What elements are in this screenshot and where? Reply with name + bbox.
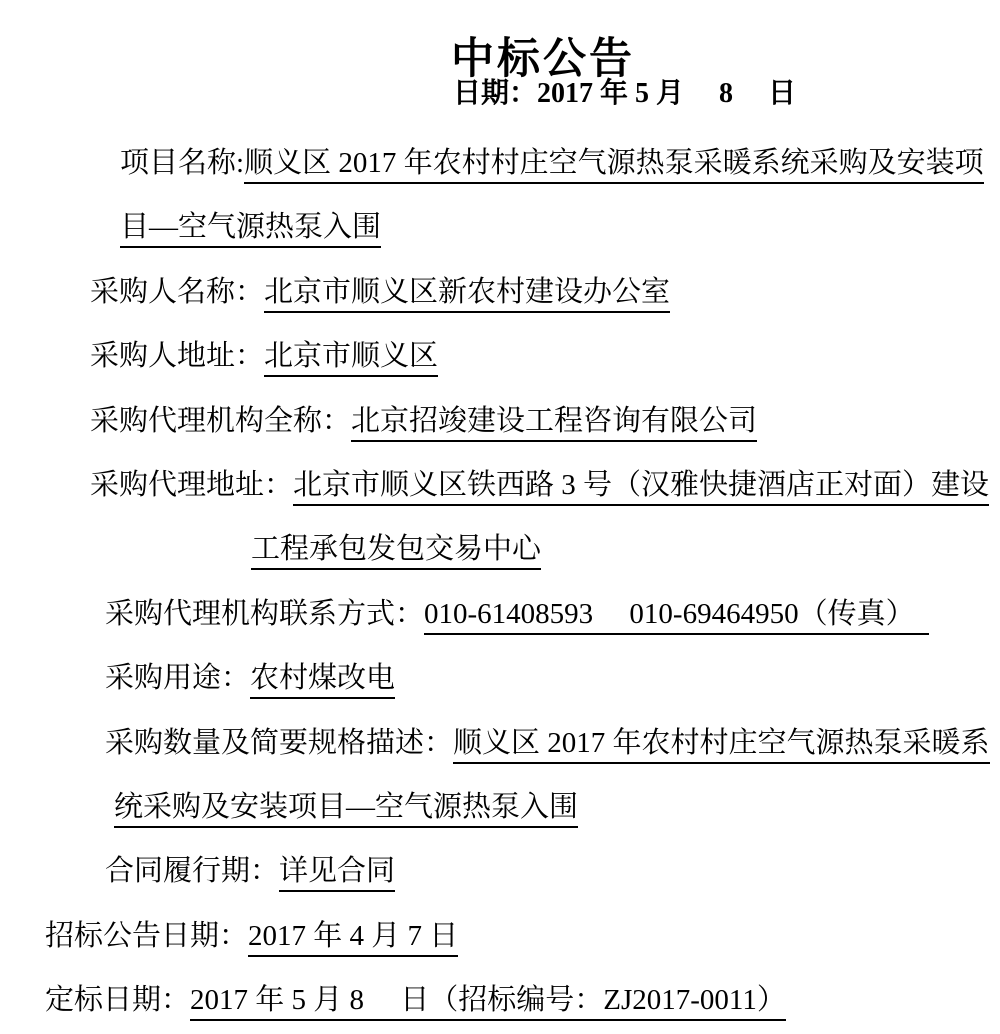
- document-date: 日期：2017 年 5 月 8 日: [453, 78, 797, 109]
- field-value: 目—空气源热泵入围: [120, 210, 381, 248]
- field-line: [0, 726, 1000, 790]
- field-value: 2017 年 5 月 8 日（招标编号：ZJ2017-0011）: [190, 983, 786, 1021]
- field-label: 定标日期：: [45, 984, 191, 1017]
- field-line: [0, 854, 1000, 918]
- field-line: [0, 532, 1000, 596]
- field-label: 项目名称:: [120, 147, 245, 179]
- field-value: 北京市顺义区: [264, 339, 438, 377]
- field-line: [0, 661, 1000, 725]
- field-value: 北京市顺义区新农村建设办公室: [264, 275, 670, 313]
- field-label: 合同履行期：: [105, 855, 280, 888]
- field-label: 采购代理地址：: [90, 468, 294, 501]
- field-label: 采购人名称：: [90, 275, 265, 308]
- field-value: 顺义区 2017 年农村村庄空气源热泵采暖系: [453, 726, 990, 764]
- field-value: 统采购及安装项目—空气源热泵入围: [114, 790, 578, 828]
- field-value: 顺义区 2017 年农村村庄空气源热泵采暖系统采购及安装项: [244, 146, 984, 184]
- field-line: [0, 275, 1000, 339]
- field-label: 招标公告日期：: [45, 919, 249, 952]
- field-value: 详见合同: [279, 854, 395, 892]
- field-line: [0, 919, 1000, 983]
- field-line: [0, 146, 1000, 210]
- field-line: [0, 210, 1000, 274]
- field-label: 采购代理机构全称：: [90, 404, 352, 437]
- field-value: 北京招竣建设工程咨询有限公司: [351, 404, 757, 442]
- document-body: [0, 146, 1000, 1034]
- field-label: 采购代理机构联系方式：: [105, 597, 425, 630]
- field-value: 工程承包发包交易中心: [251, 532, 541, 570]
- field-line: [0, 790, 1000, 854]
- field-line: [0, 983, 1000, 1034]
- field-line: [0, 597, 1000, 661]
- field-line: [0, 404, 1000, 468]
- field-label: 采购用途：: [105, 662, 251, 695]
- field-value: 北京市顺义区铁西路 3 号（汉雅快捷酒店正对面）建设: [293, 468, 989, 506]
- field-line: [0, 468, 1000, 532]
- field-value: 农村煤改电: [250, 661, 395, 699]
- document-title: 中标公告: [451, 34, 635, 83]
- field-label: 采购数量及简要规格描述：: [105, 726, 454, 759]
- field-value: 010-61408593 010-69464950（传真）: [424, 597, 929, 635]
- field-line: [0, 339, 1000, 403]
- field-label: 采购人地址：: [90, 340, 265, 373]
- field-value: 2017 年 4 月 7 日: [248, 919, 458, 957]
